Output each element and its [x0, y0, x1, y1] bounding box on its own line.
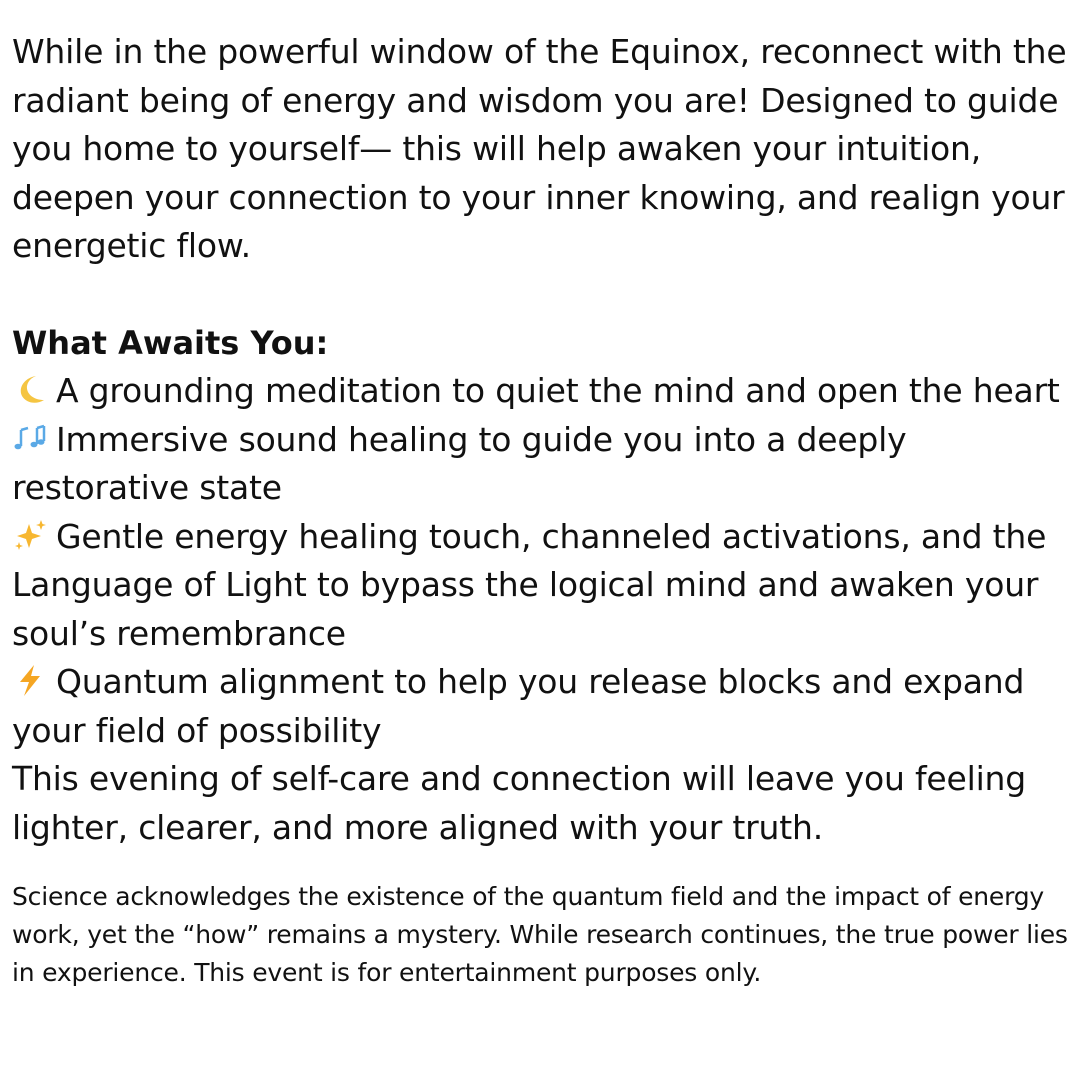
lightning-bolt-icon [12, 663, 48, 697]
section-spacer [12, 271, 1072, 319]
sparkles-icon [12, 518, 48, 552]
list-item-text: Quantum alignment to help you release blocks and expand your field of possibility [12, 662, 1025, 750]
list-item-text: Immersive sound healing to guide you into a deeply restorative state [12, 419, 907, 507]
closing-paragraph: This evening of self-care and connection will leave you feeling lighter, clearer, and more aligned with your truth. [12, 759, 1027, 847]
crescent-moon-icon [12, 372, 48, 406]
list-item-text: Gentle energy healing touch, channeled activations, and the Language of Light to bypass the logical mind and awaken your soul’s remembrance [12, 516, 1047, 653]
list-item [12, 367, 1072, 416]
event-description [12, 28, 1072, 992]
intro-paragraph: While in the powerful window of the Equinox, reconnect with the radiant being of energy and wisdom you are! Designed to guide you home to yourself— this will help awaken your intuition, deepen your connection to your inner knowing, and realign your energetic flow. [12, 32, 1067, 265]
list-item [12, 416, 1072, 513]
list-item [12, 513, 1072, 659]
music-notes-icon [12, 421, 48, 455]
offerings-list [12, 367, 1072, 755]
list-item-text: A grounding meditation to quiet the mind and open the heart [56, 371, 1060, 410]
list-item [12, 658, 1072, 755]
disclaimer-text: Science acknowledges the existence of the quantum field and the impact of energy work, yet the “how” remains a mystery. While research continues, the true power lies in experience. This event is for entertainment purposes only. [12, 882, 1068, 987]
what-awaits-heading: What Awaits You: [12, 323, 329, 362]
